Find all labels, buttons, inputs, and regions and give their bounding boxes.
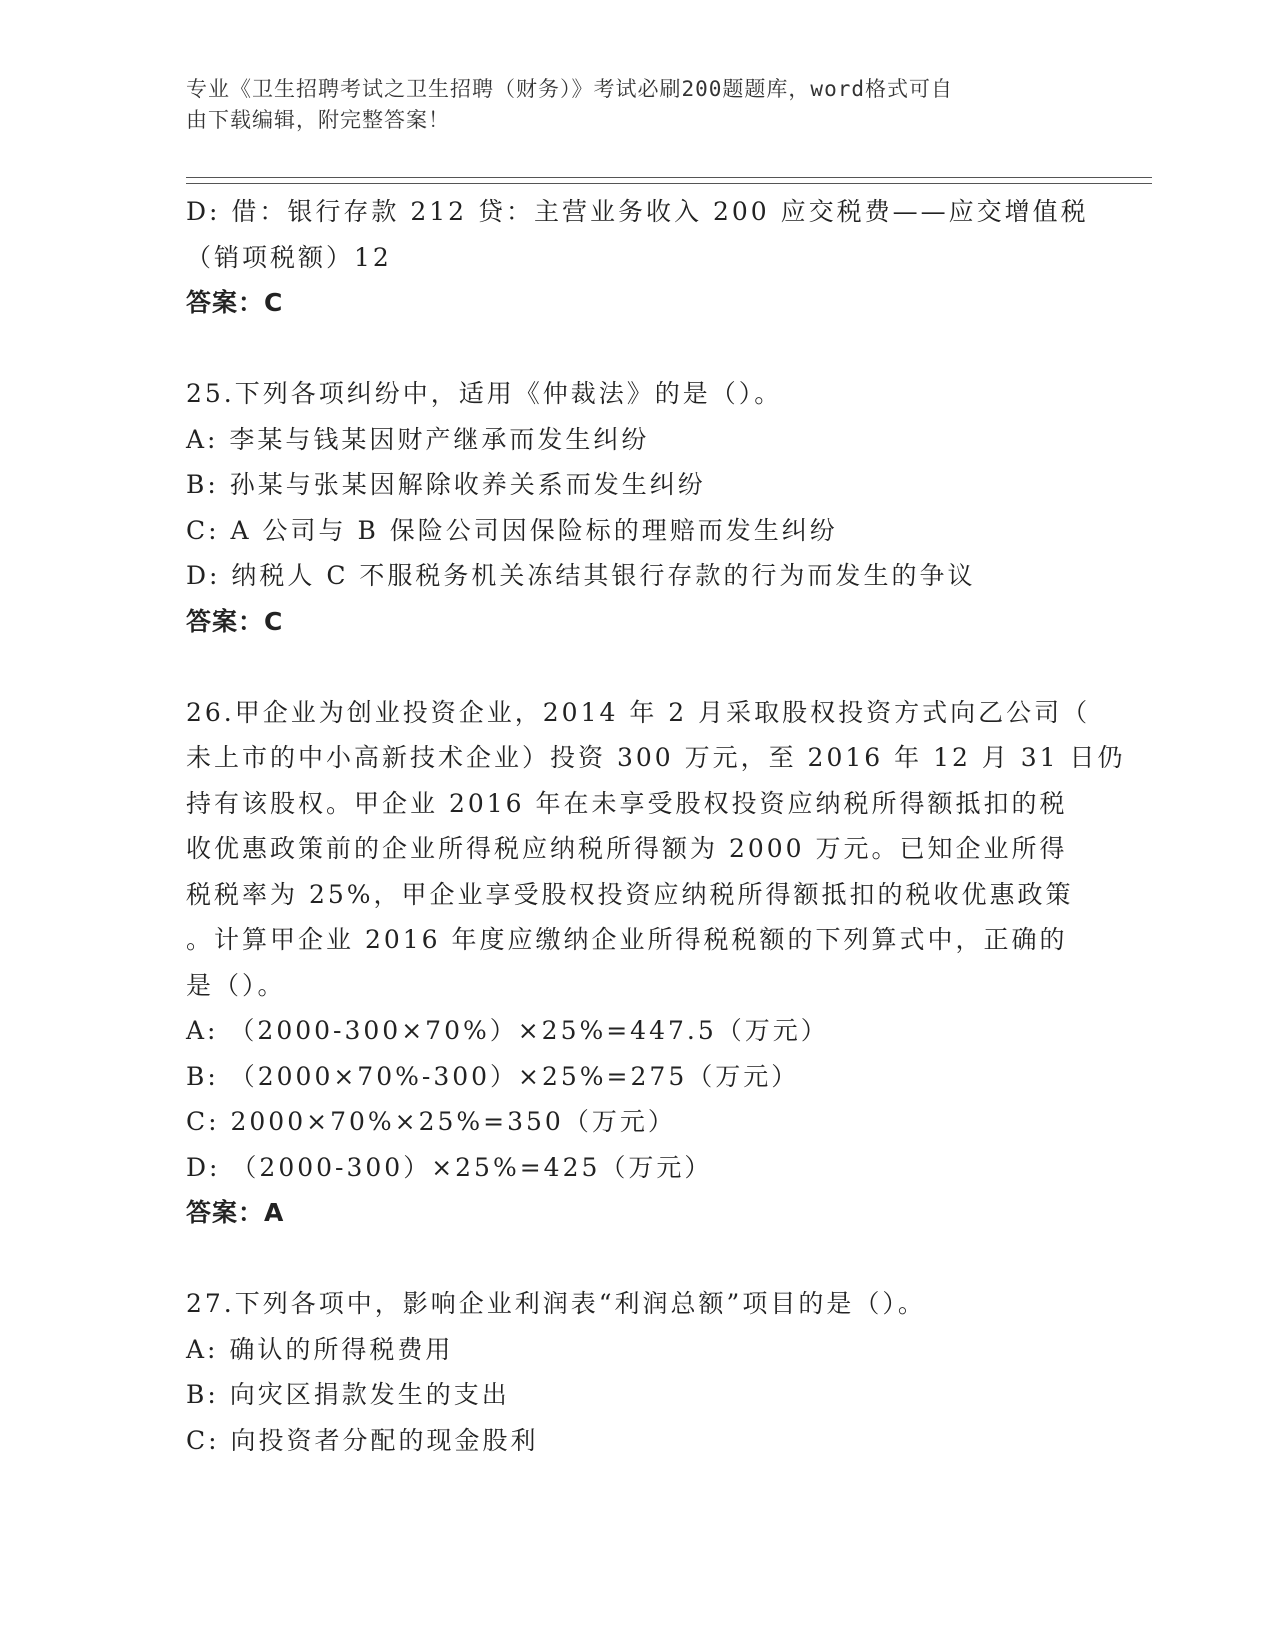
answer-label: 答案：C [186,288,284,317]
question-stem-line: 是（）。 [186,970,286,1000]
header-line-1: 专业《卫生招聘考试之卫生招聘（财务）》考试必刷200题题库，word格式可自 [186,77,953,101]
option-b: B: 向灾区捐款发生的支出 [186,1380,510,1409]
question-25 [186,371,1086,644]
option-c: C: 2000×70%×25%=350（万元） [186,1107,676,1136]
header-divider-bottom [186,183,1152,184]
question-stem: 25.下列各项纠纷中，适用《仲裁法》的是（）。 [186,379,783,408]
option-d: D: 纳税人 C 不服税务机关冻结其银行存款的行为而发生的争议 [186,561,976,590]
header-line-2: 由下载编辑，附完整答案！ [186,108,450,132]
question-stem-line: 持有该股权。甲企业 2016 年在未享受股权投资应纳税所得额抵扣的税 [186,788,1068,818]
question-27 [186,1281,1086,1463]
question-stem: 27.下列各项中，影响企业利润表“利润总额”项目的是（）。 [186,1289,926,1318]
option-a: A: 李某与钱某因财产继承而发生纠纷 [186,424,650,454]
option-a: A: （2000-300×70%）×25%=447.5（万元） [186,1016,829,1045]
question-24-continuation [186,189,1089,326]
option-b: B: 孙某与张某因解除收养关系而发生纠纷 [186,470,706,499]
question-content [186,189,1126,1463]
answer-label: 答案：C [186,606,284,636]
question-stem-line: 26.甲企业为创业投资企业，2014 年 2 月采取股权投资方式向乙公司（ [186,697,1091,727]
question-stem-line: 税税率为 25%，甲企业享受股权投资应纳税所得额抵扣的税收优惠政策 [186,879,1074,909]
option-c: C: 向投资者分配的现金股利 [186,1425,539,1455]
option-d-line-1: D: 借：银行存款 212 贷：主营业务收入 200 应交税费——应交增值税 [186,197,1089,226]
header-divider-top [186,177,1152,178]
option-d-line-2: （销项税额）12 [186,242,392,272]
option-b: B: （2000×70%-300）×25%=275（万元） [186,1061,800,1091]
answer-label: 答案：A [186,1198,285,1227]
question-stem-line: 。计算甲企业 2016 年度应缴纳企业所得税税额的下列算式中，正确的 [186,925,1068,954]
question-26 [186,690,1126,1236]
question-stem-line: 收优惠政策前的企业所得税应纳税所得额为 2000 万元。已知企业所得 [186,834,1068,863]
option-a: A: 确认的所得税费用 [186,1334,454,1364]
page-header [186,74,1086,136]
option-c: C: A 公司与 B 保险公司因保险标的理赔而发生纠纷 [186,515,838,545]
question-stem-line: 未上市的中小高新技术企业）投资 300 万元，至 2016 年 12 月 31 日仍 [186,743,1126,772]
option-d: D: （2000-300）×25%=425（万元） [186,1152,713,1182]
